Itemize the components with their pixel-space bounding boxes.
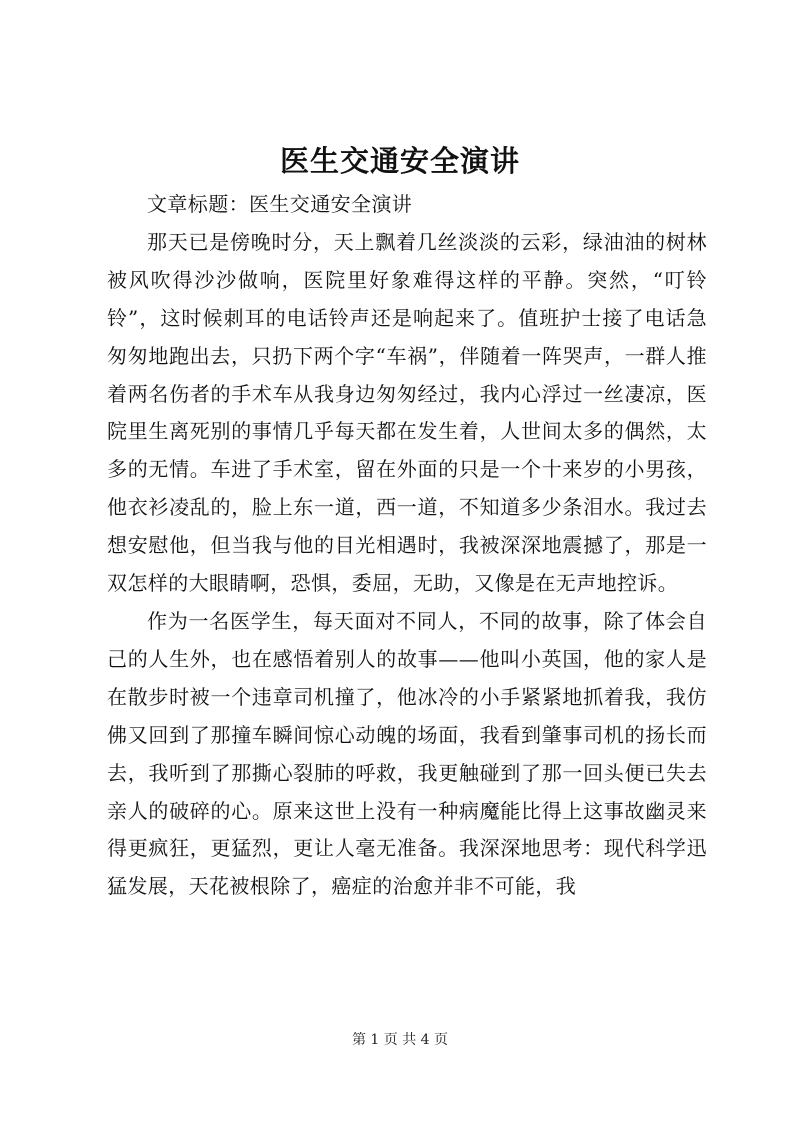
paragraph: 那天已是傍晚时分，天上飘着几丝淡淡的云彩，绿油油的树林被风吹得沙沙做响，医院里好象难得这样的平静。突然，“叮铃铃”，这时候刺耳的电话铃声还是响起来了。值班护士接了电话急匆匆地跑出去，只扔下两个字“车祸”，伴随着一阵哭声，一群人推着两名伤者的手术车从我身边匆匆经过，我内心浮过一丝凄凉，医院里生离死别的事情几乎每天都在发生着，人世间太多的偶然，太多的无情。车进了手术室，留在外面的只是一个十来岁的小男孩，他衣衫凌乱的，脸上东一道，西一道，不知道多少条泪水。我过去想安慰他，但当我与他的目光相遇时，我被深深地震撼了，那是一双怎样的大眼睛啊，恐惧，委屈，无助，又像是在无声地控诉。 bbox=[107, 229, 707, 596]
document-body bbox=[107, 186, 707, 906]
page-footer: 第 1 页 共 4 页 bbox=[351, 1032, 449, 1048]
paragraph: 作为一名医学生，每天面对不同人，不同的故事，除了体会自己的人生外，也在感悟着别人的故事——他叫小英国，他的家人是在散步时被一个违章司机撞了，他冰冷的小手紧紧地抓着我，我仿佛又回到了那撞车瞬间惊心动魄的场面，我看到肇事司机的扬长而去，我听到了那撕心裂肺的呼救，我更触碰到了那一回头便已失去亲人的破碎的心。原来这世上没有一种病魔能比得上这事故幽灵来得更疯狂，更猛烈，更让人毫无准备。我深深地思考：现代科学迅猛发展，天花被根除了，癌症的治愈并非不可能，我 bbox=[107, 608, 707, 899]
document-title: 医生交通安全演讲 bbox=[279, 144, 520, 178]
paragraph-article-title: 文章标题：医生交通安全演讲 bbox=[147, 192, 413, 216]
